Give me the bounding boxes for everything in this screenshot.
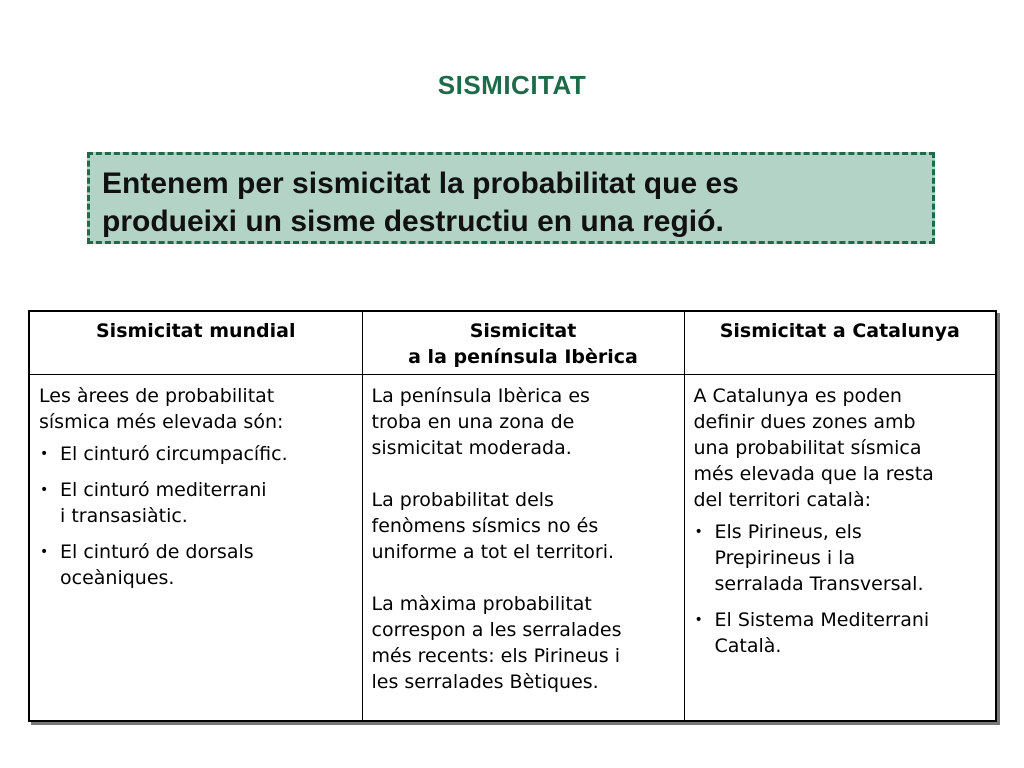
text-line: sísmica més elevada són: <box>39 410 284 433</box>
text-line: El cinturó circumpacífic. <box>60 442 288 465</box>
text-line: les serralades Bètiques. <box>371 670 599 693</box>
bullet-icon: • <box>40 543 49 560</box>
list-item <box>694 519 988 597</box>
text-line: correspon a les serralades <box>371 618 622 641</box>
seismicity-table <box>28 310 997 722</box>
header-world <box>30 312 362 374</box>
text-line: fenòmens sísmics no és <box>371 514 599 537</box>
text-line: La màxima probabilitat <box>371 592 592 615</box>
catalonia-intro <box>694 383 988 513</box>
world-bullet-list <box>39 441 354 591</box>
text-line: La probabilitat dels <box>371 488 554 511</box>
definition-box <box>87 152 935 244</box>
iberia-paragraph-1 <box>372 383 676 461</box>
bullet-icon: • <box>40 445 49 462</box>
text-line: Prepirineus i la <box>714 546 856 569</box>
iberia-paragraph-3 <box>372 591 676 695</box>
text-line: i transasiàtic. <box>60 504 188 527</box>
text-line: El cinturó de dorsals <box>60 540 254 563</box>
header-label: Sismicitat mundial <box>96 320 296 342</box>
table-row <box>30 374 995 720</box>
cell-iberia <box>362 374 684 720</box>
cell-world <box>30 374 362 720</box>
bullet-icon: • <box>694 611 703 628</box>
text-line: El cinturó mediterrani <box>60 478 267 501</box>
text-line: una probabilitat sísmica <box>693 436 922 459</box>
text-line: sismicitat moderada. <box>371 436 572 459</box>
text-line: més recents: els Pirineus i <box>371 644 620 667</box>
text-line: uniforme a tot el territori. <box>371 540 615 563</box>
definition-line-2: produeixi un sisme destructiu en una regió. <box>102 205 724 238</box>
text-line: Català. <box>714 634 782 657</box>
text-line: més elevada que la resta <box>693 462 934 485</box>
cell-catalonia <box>684 374 995 720</box>
text-line: oceàniques. <box>60 566 175 589</box>
text-line: definir dues zones amb <box>693 410 916 433</box>
table-header-row <box>30 312 995 374</box>
header-label: Sismicitat a Catalunya <box>719 320 960 342</box>
bullet-icon: • <box>694 523 703 540</box>
text-line: troba en una zona de <box>371 410 575 433</box>
list-item <box>694 607 988 659</box>
text-line: Els Pirineus, els <box>714 520 862 543</box>
definition-line-1: Entenem per sismicitat la probabilitat que es <box>102 167 739 200</box>
text-line: A Catalunya es poden <box>693 384 902 407</box>
list-item <box>39 539 354 591</box>
catalonia-bullet-list <box>694 519 988 659</box>
text-line: La península Ibèrica es <box>371 384 590 407</box>
list-item <box>39 441 354 467</box>
page-title: SISMICITAT <box>437 70 587 100</box>
iberia-paragraph-2 <box>372 487 676 565</box>
world-intro <box>39 383 354 435</box>
list-item <box>39 477 354 529</box>
text-line: El Sistema Mediterrani <box>714 608 930 631</box>
header-catalonia <box>684 312 995 374</box>
text-line: del territori català: <box>693 488 871 511</box>
header-label: a la península Ibèrica <box>408 346 638 368</box>
text-line: Les àrees de probabilitat <box>39 384 275 407</box>
header-iberia <box>362 312 684 374</box>
header-label: Sismicitat <box>469 320 577 342</box>
bullet-icon: • <box>40 481 49 498</box>
text-line: serralada Transversal. <box>714 572 924 595</box>
